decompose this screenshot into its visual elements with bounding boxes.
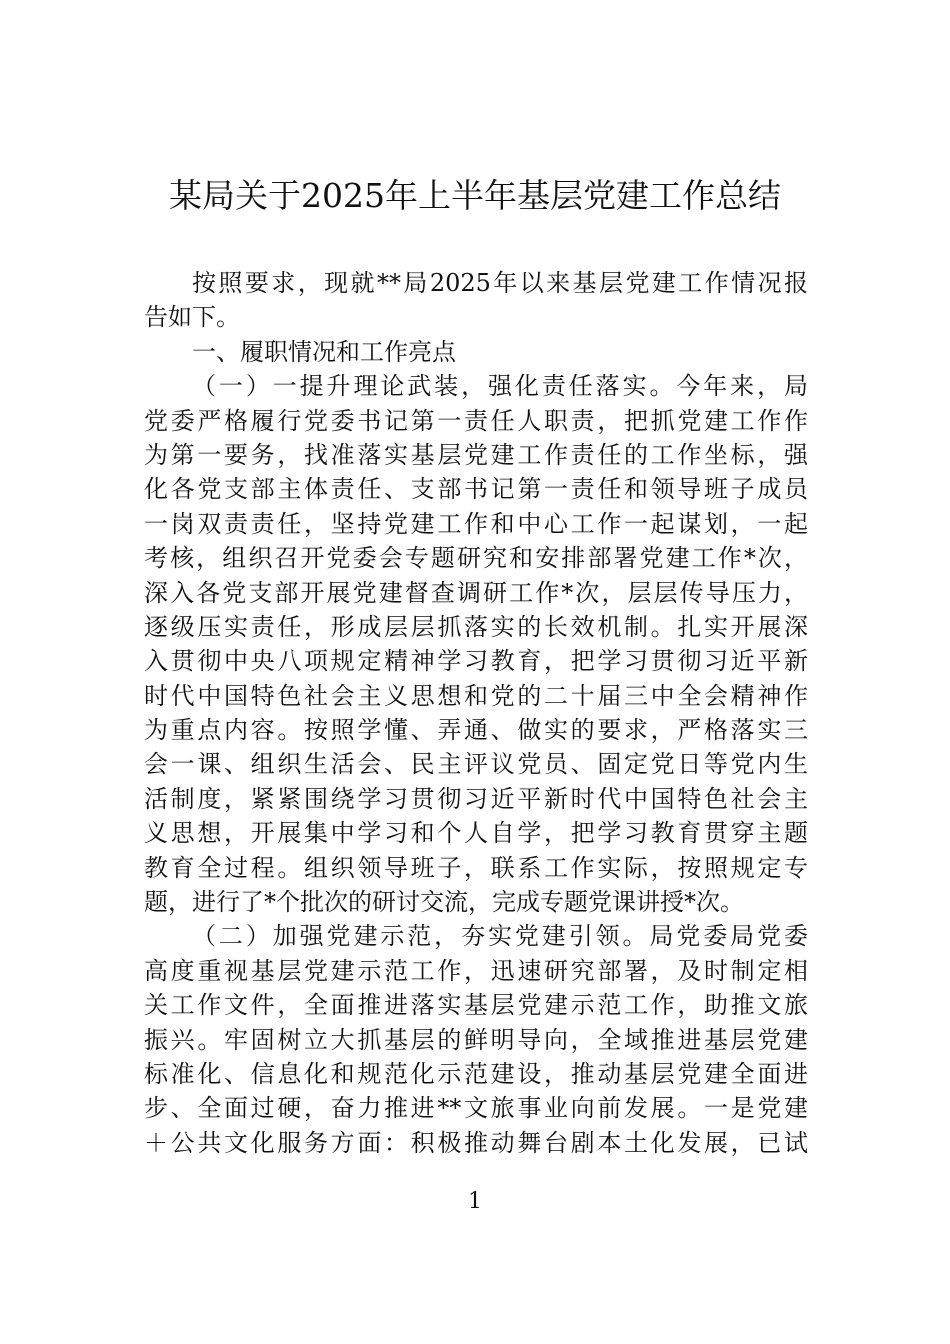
paragraph-line: 关工作文件，全面推进落实基层党建示范工作，助推文旅 bbox=[144, 991, 808, 1020]
paragraph-line: ＋公共文化服务方面：积极推动舞台剧本土化发展，已试 bbox=[144, 1128, 808, 1157]
paragraph-line: 高度重视基层党建示范工作，迅速研究部署，及时制定相 bbox=[144, 956, 808, 985]
paragraph-line: 题，进行了*个批次的研讨交流，完成专题党课讲授*次。 bbox=[144, 888, 744, 917]
paragraph-line: 一岗双责责任，坚持党建工作和中心工作一起谋划，一起 bbox=[144, 509, 808, 538]
paragraph-line: 活制度，紧紧围绕学习贯彻习近平新时代中国特色社会主 bbox=[144, 784, 808, 813]
paragraph-line: 党委严格履行党委书记第一责任人职责，把抓党建工作作 bbox=[144, 406, 808, 435]
paragraph-line: 告如下。 bbox=[144, 303, 240, 332]
paragraph-line: （一）一提升理论武装，强化责任落实。今年来，局 bbox=[192, 372, 808, 401]
paragraph-line: 教育全过程。组织领导班子，联系工作实际，按照规定专 bbox=[144, 853, 808, 882]
paragraph-line: 深入各党支部开展党建督查调研工作*次，层层传导压力， bbox=[144, 578, 808, 607]
paragraph-line: 标准化、信息化和规范化示范建设，推动基层党建全面进 bbox=[144, 1059, 808, 1088]
paragraph-line: 会一课、组织生活会、民主评议党员、固定党日等党内生 bbox=[144, 750, 808, 779]
document-body bbox=[144, 266, 808, 1160]
paragraph-line: 步、全面过硬，奋力推进**文旅事业向前发展。一是党建 bbox=[144, 1094, 808, 1123]
document-title: 某局关于2025年上半年基层党建工作总结 bbox=[169, 176, 781, 215]
paragraph-line: 时代中国特色社会主义思想和党的二十届三中全会精神作 bbox=[144, 681, 808, 710]
paragraph-line: 按照要求，现就**局2025年以来基层党建工作情况报 bbox=[192, 269, 808, 297]
page-number: 1 bbox=[468, 1189, 482, 1214]
paragraph-line: 为重点内容。按照学懂、弄通、做实的要求，严格落实三 bbox=[144, 716, 808, 745]
paragraph-line: 化各党支部主体责任、支部书记第一责任和领导班子成员 bbox=[144, 475, 808, 504]
paragraph-line: （二）加强党建示范，夯实党建引领。局党委局党委 bbox=[192, 922, 808, 951]
paragraph-line: 振兴。牢固树立大抓基层的鲜明导向，全域推进基层党建 bbox=[144, 1025, 808, 1054]
paragraph-line: 考核，组织召开党委会专题研究和安排部署党建工作*次， bbox=[144, 544, 808, 573]
paragraph-line: 为第一要务，找准落实基层党建工作责任的工作坐标，强 bbox=[144, 440, 808, 469]
paragraph-line: 入贯彻中央八项规定精神学习教育，把学习贯彻习近平新 bbox=[144, 647, 808, 676]
paragraph-line: 义思想，开展集中学习和个人自学，把学习教育贯穿主题 bbox=[144, 819, 808, 848]
section-heading: 一、履职情况和工作亮点 bbox=[192, 337, 456, 366]
paragraph-line: 逐级压实责任，形成层层抓落实的长效机制。扎实开展深 bbox=[144, 612, 808, 641]
